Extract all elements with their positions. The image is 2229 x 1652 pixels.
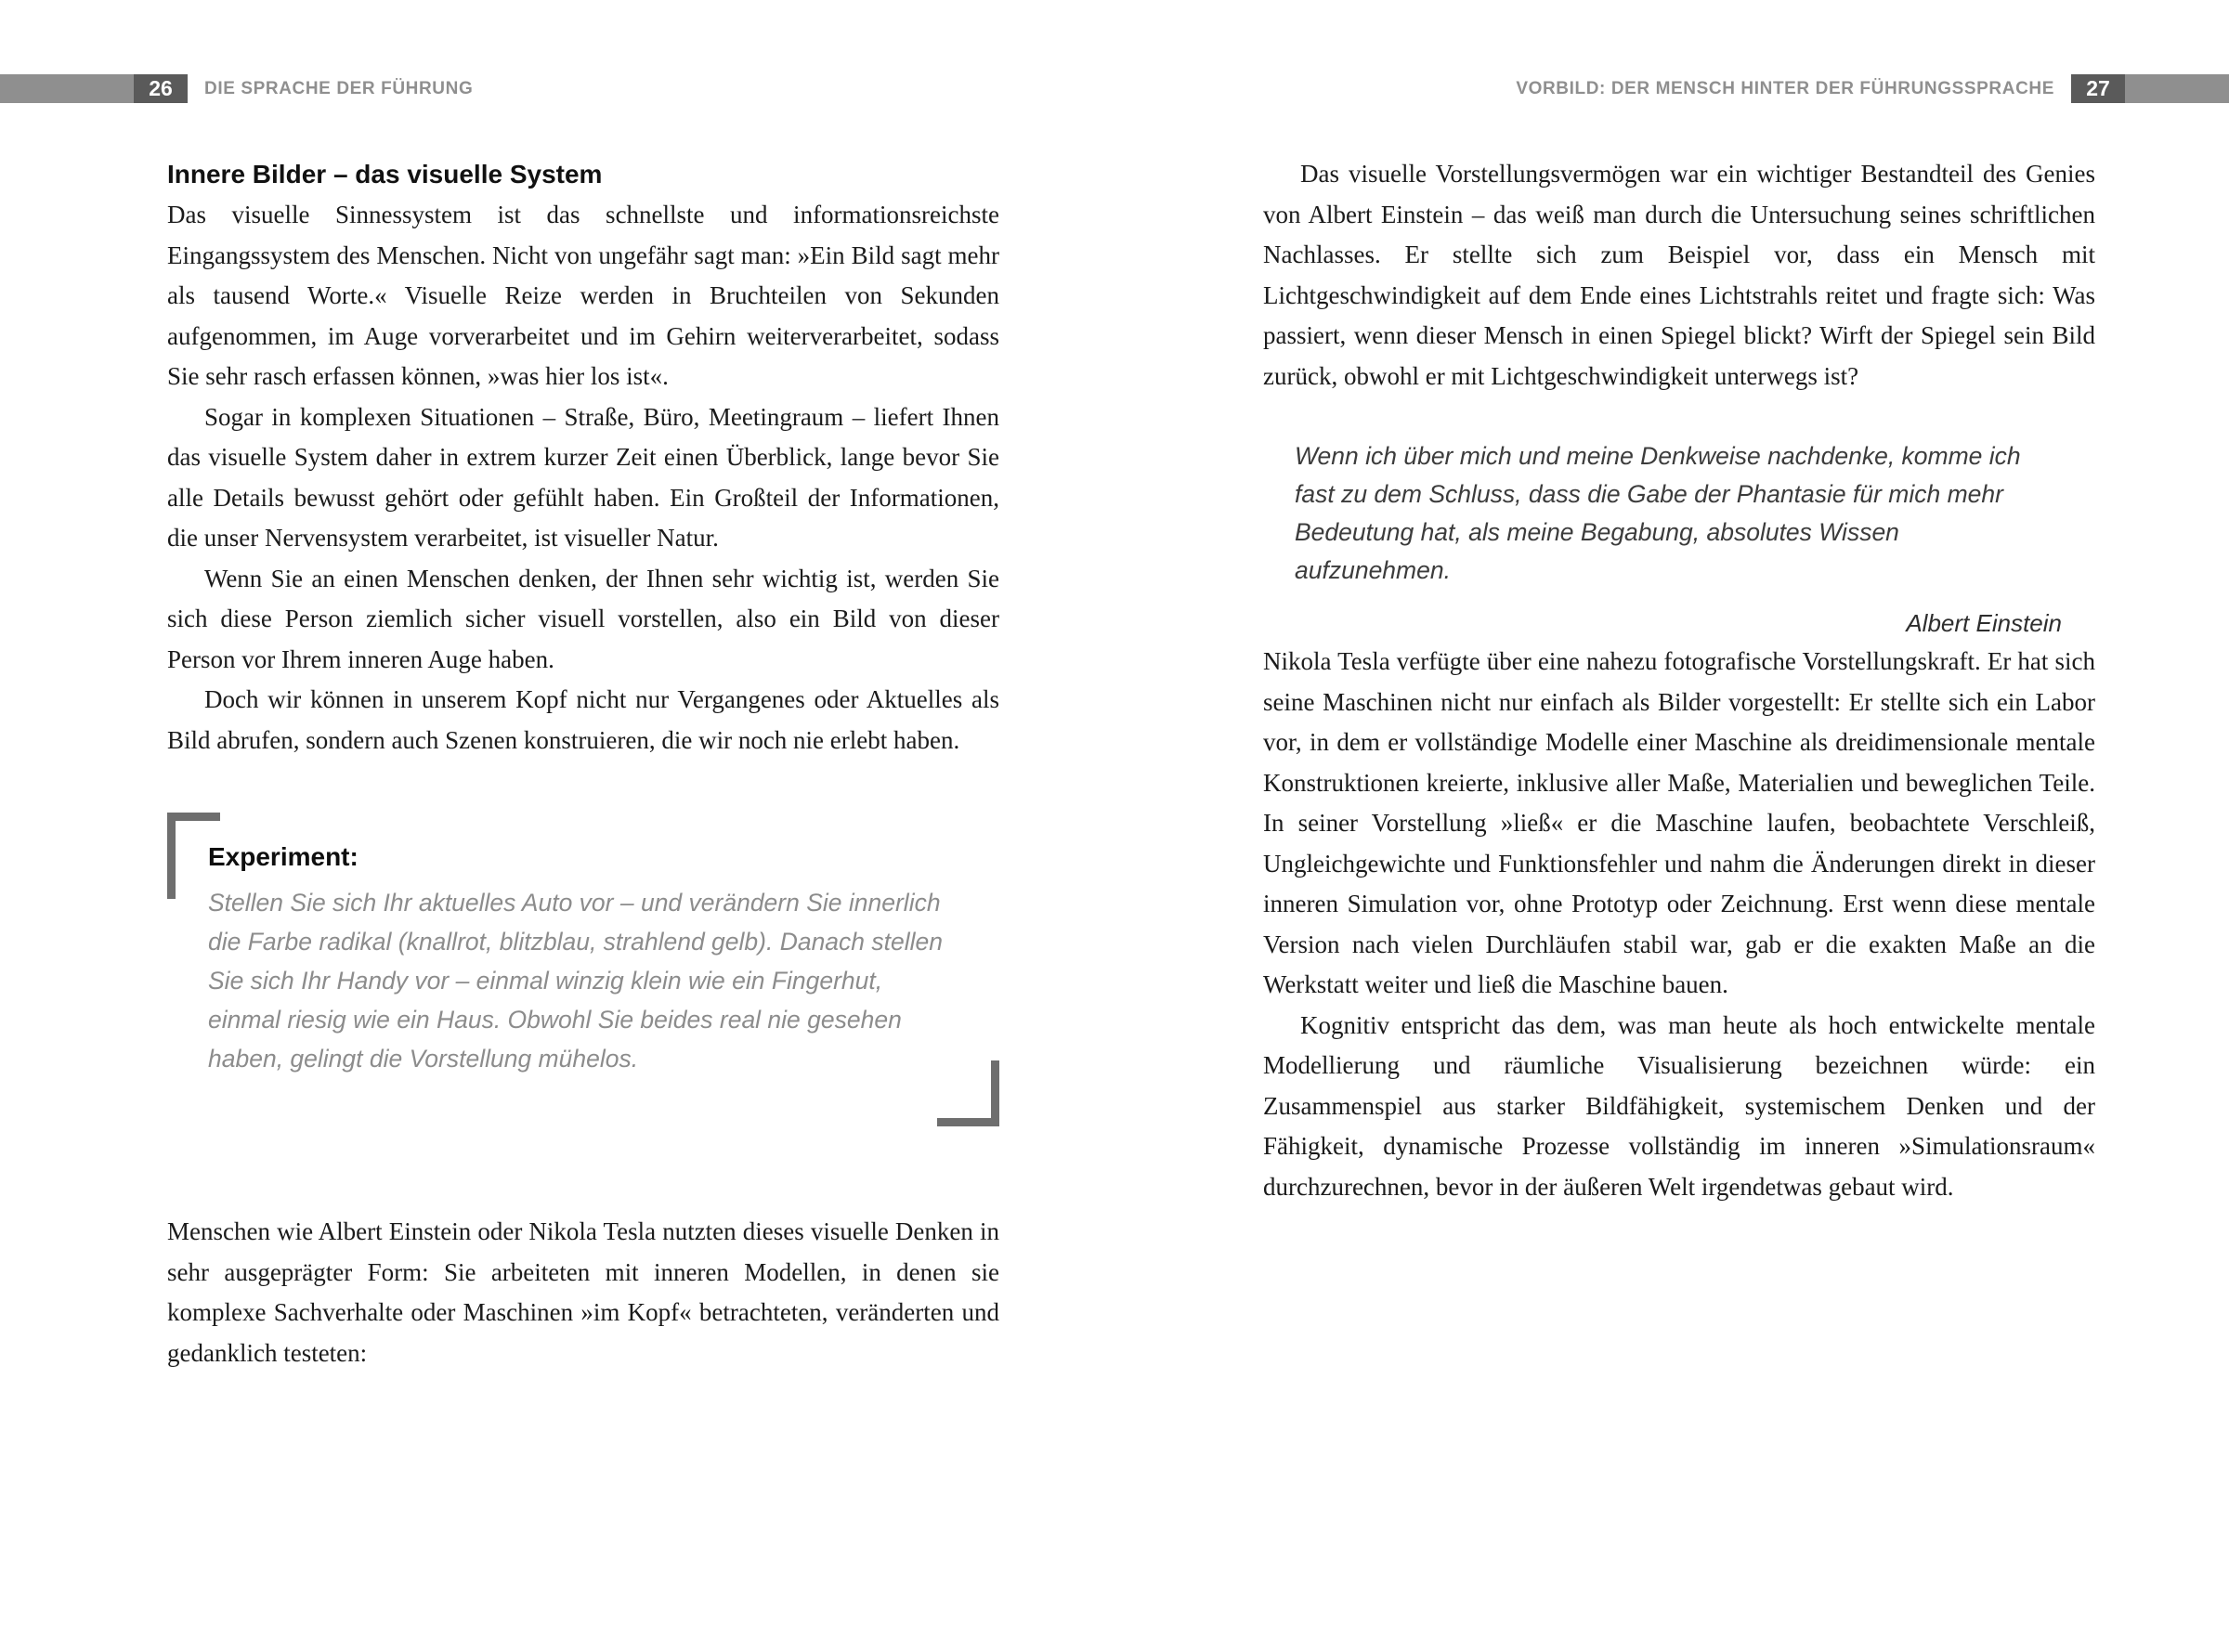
paragraph: Wenn Sie an einen Menschen denken, der Ihnen sehr wichtig ist, werden Sie sich diese Person ziemlich sicher visuell vorstellen, also ein Bild von dieser Person vor Ihrem inneren Auge haben. [167,564,999,673]
paragraph: Sogar in komplexen Situationen – Straße, Büro, Meetingraum – liefert Ihnen das visuelle System daher in extrem kurzer Zeit einen Überblick, lange bevor Sie alle Details bewusst gehört oder gefühlt haben. Ein Großteil der Informationen, die unser Nervensystem verarbeitet, ist visueller Natur. [167,402,999,552]
chapter-title-left: DIE SPRACHE DER FÜHRUNG [204,79,474,98]
header-bar-right [2125,74,2229,103]
paragraph: Kognitiv entspricht das dem, was man heute als hoch entwickelte mentale Modellierung und räumliche Visualisierung bezeichnen würde: ein Zusammenspiel aus starker Bildfähigkeit, systemischem Denken und der Fähigkeit, dynamische Prozesse vollständig im inneren »Simulationsraum« durchzurechnen, bevor in der äußeren Welt irgendetwas gebaut wird. [1263,1010,2095,1201]
paragraph: Doch wir können in unserem Kopf nicht nur Vergangenes oder Aktuelles als Bild abrufen, sondern auch Szenen konstruieren, die wir noch nie erlebt haben. [167,685,999,754]
header-bar-left [0,74,134,103]
chapter-title-right: VORBILD: DER MENSCH HINTER DER FÜHRUNGSSPRACHE [1516,79,2054,98]
quote-block [1263,437,2095,642]
bracket-top-left-icon [167,813,220,899]
running-header-left [0,74,473,103]
experiment-box [167,813,999,1126]
section-heading: Innere Bilder – das visuelle System [167,160,603,189]
paragraph: Menschen wie Albert Einstein oder Nikola Tesla nutzten dieses visuelle Denken in sehr ausgeprägter Form: Sie arbeiteten mit inneren Modellen, in denen sie komplexe Sachverhalte oder Maschinen »im Kopf« betrachteten, veränderten und gedanklich testeten: [167,1217,999,1367]
left-page-column [167,154,999,1373]
page-number-left: 26 [134,74,188,103]
paragraph: Das visuelle Vorstellungsvermögen war ein wichtiger Bestandteil des Genies von Albert Einstein – das weiß man durch die Untersuchung seines schriftlichen Nachlasses. Er stellte sich zum Beispiel vor, dass ein Mensch mit Lichtgeschwindigkeit auf dem Ende eines Lichtstrahls reitet und fragte sich: Was passiert, wenn dieser Mensch in einen Spiegel blickt? Wirft der Spiegel sein Bild zurück, obwohl er mit Lichtgeschwindigkeit unterwegs ist? [1263,160,2095,390]
quote-attribution: Albert Einstein [1906,609,2062,637]
paragraph: Das visuelle Sinnessystem ist das schnellste und informationsreichste Eingangssystem des Menschen. Nicht von ungefähr sagt man: »Ein Bild sagt mehr als tausend Worte.« Visuelle Reize werden in Bruchteilen von Sekunden aufgenommen, im Auge vorverarbeitet und im Gehirn weiterverarbeitet, sodass Sie sehr rasch erfassen können, »was hier los ist«. [167,201,999,390]
running-header-right [1516,74,2229,103]
experiment-title: Experiment: [208,842,358,871]
quote-text: Wenn ich über mich und meine Denkweise nachdenke, komme ich fast zu dem Schluss, dass die Gabe der Phantasie für mich mehr Bedeutung hat, als meine Begabung, absolutes Wissen aufzunehmen. [1295,442,2021,584]
right-page-column [1263,154,2095,1207]
bracket-bottom-right-icon [937,1060,999,1126]
paragraph: Nikola Tesla verfügte über eine nahezu fotografische Vorstellungskraft. Er hat sich seine Maschinen nicht nur einfach als Bilder vorgestellt: Er stellte sich ein Labor vor, in dem er vollständige Modelle einer Maschine als dreidimensionale mentale Konstruktionen kreierte, inklusive aller Maße, Materialien und beweglichen Teile. In seiner Vorstellung »ließ« er die Maschine laufen, beobachtete Verschleiß, Ungleichgewichte und Funktionsfehler und nahm die Änderungen direkt in dieser inneren Simulation vor, ohne Prototyp oder Zeichnung. Erst wenn diese mentale Version nach vielen Durchläufen stabil war, gab er die exakten Maße an die Werkstatt weiter und ließ die Maschine bauen. [1263,647,2095,998]
experiment-text: Stellen Sie sich Ihr aktuelles Auto vor – und verändern Sie innerlich die Farbe radikal (knallrot, blitzblau, strahlend gelb). Danach stellen Sie sich Ihr Handy vor – einmal winzig klein wie ein Fingerhut, einmal riesig wie ein Haus. Obwohl Sie beides real nie gesehen haben, gelingt die Vorstellung mühelos. [208,889,944,1073]
page-number-right: 27 [2071,74,2125,103]
